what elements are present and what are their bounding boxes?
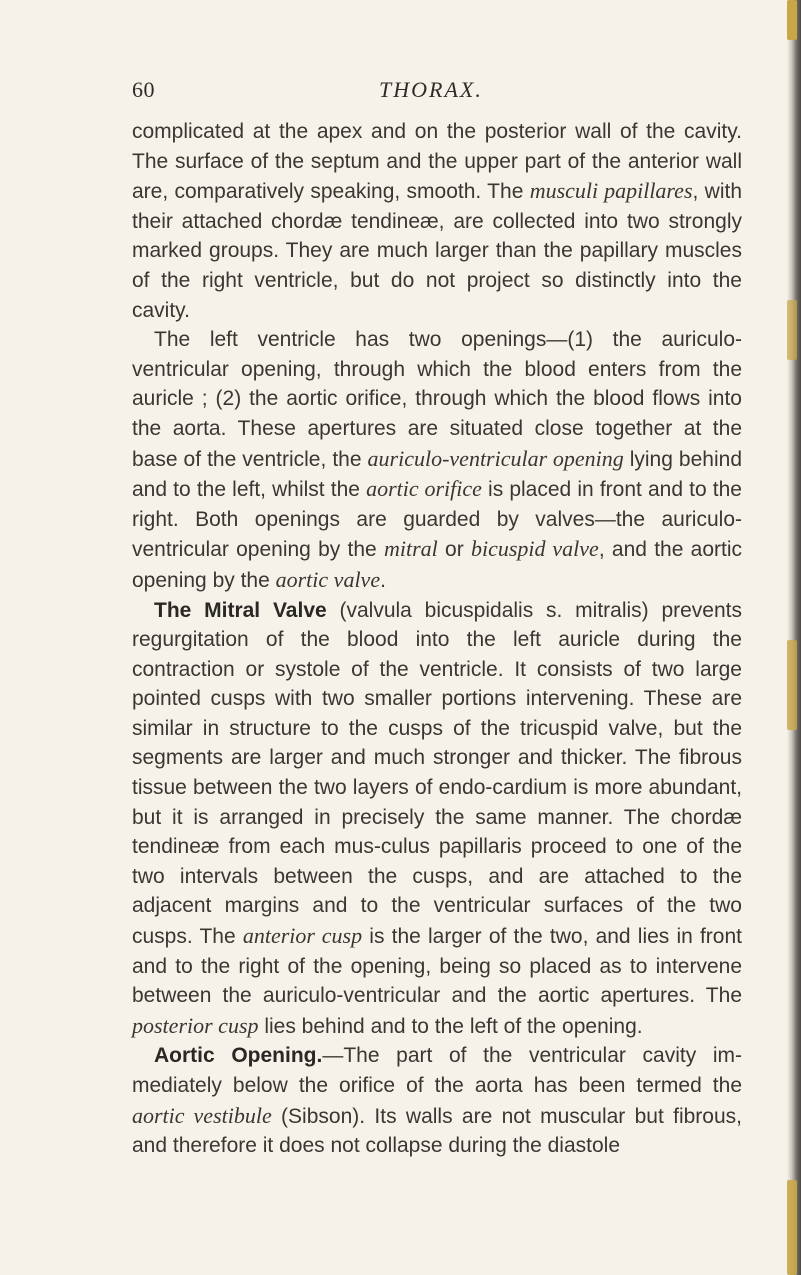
section-heading: Aortic Opening. bbox=[154, 1044, 323, 1068]
text-run: (Sibson). Its walls are not muscular but fibrous, and therefore it does not collapse during the diastole bbox=[132, 1104, 742, 1158]
text-run: , with their attached chordæ tendineæ, are collected into two strongly marked groups. They are much larger than the papillary muscles of the right ventricle, but do not project so distinctly into the cavity. bbox=[132, 180, 743, 322]
italic-term: musculi papillares bbox=[529, 178, 693, 204]
text-run: (valvula bicuspidalis s. mitralis) prevents regurgitation of the blood into the left auricle during the contraction or systole of the ventricle. It consists of two large pointed cusps with two smaller portions intervening. These are similar in structure to the cusps of the tricuspid valve, but the segments are larger and much stronger and thicker. The fibrous tissue between the two layers of endo-cardium is more abundant, but it is arranged in precisely the same manner. The chordæ tendineæ from each mus-culus papillaris proceed to one of the two intervals between the cusps, and are attached to the adjacent margins and to the ventricular surfaces of the two cusps. The bbox=[132, 598, 743, 949]
text-run: is placed in front and to the right. Both openings are guarded by valves—the auriculo-ventricular opening by the bbox=[132, 478, 742, 562]
italic-term: posterior cusp bbox=[132, 1012, 259, 1038]
paragraph bbox=[132, 117, 742, 325]
italic-term: mitral bbox=[383, 536, 438, 562]
page-binding-edge bbox=[787, 0, 801, 1275]
italic-term: bicuspid valve bbox=[470, 536, 599, 562]
italic-term: auriculo-ventricular opening bbox=[367, 445, 624, 471]
italic-term: aortic orifice bbox=[366, 476, 482, 502]
text-run: is the larger of the two, and lies in front and to the right of the opening, being so placed as to intervene between the auriculo-ventricular and the aortic apertures. The bbox=[132, 925, 742, 1008]
body-text bbox=[132, 117, 742, 1161]
text-run: lies behind and to the left of the opening. bbox=[258, 1014, 643, 1038]
text-run: . bbox=[380, 568, 386, 592]
page-number: 60 bbox=[132, 77, 155, 102]
paragraph bbox=[132, 596, 742, 1042]
italic-term: aortic valve bbox=[275, 566, 381, 592]
section-heading: The Mitral Valve bbox=[154, 598, 327, 622]
page-header bbox=[132, 77, 732, 107]
running-head: THORAX. bbox=[379, 77, 483, 102]
text-run: The left ventricle has two openings—(1) the auriculo-ventricular opening, through which the blood enters from the auricle ; (2) the aortic orifice, through which the blood flows into the aorta. These apertures are situated close together at the base of the ventricle, the bbox=[132, 328, 742, 471]
binding-stain bbox=[787, 300, 797, 360]
text-run: lying behind and to the left, whilst the bbox=[132, 447, 742, 502]
paragraph bbox=[132, 325, 742, 595]
text-run: , and the aortic opening by the bbox=[132, 538, 742, 592]
paragraph bbox=[132, 1041, 742, 1160]
italic-term: aortic vestibule bbox=[132, 1102, 272, 1128]
text-run: or bbox=[437, 538, 471, 562]
binding-stain bbox=[787, 1180, 797, 1275]
text-run: complicated at the apex and on the posterior wall of the cavity. The surface of the septum and the upper part of the anterior wall are, comparatively speaking, smooth. The bbox=[132, 120, 742, 204]
binding-stain bbox=[787, 0, 797, 40]
text-run: —The part of the ventricular cavity im-mediately below the orifice of the aorta has been termed the bbox=[132, 1044, 743, 1097]
binding-stain bbox=[787, 640, 797, 730]
italic-term: anterior cusp bbox=[242, 923, 363, 949]
